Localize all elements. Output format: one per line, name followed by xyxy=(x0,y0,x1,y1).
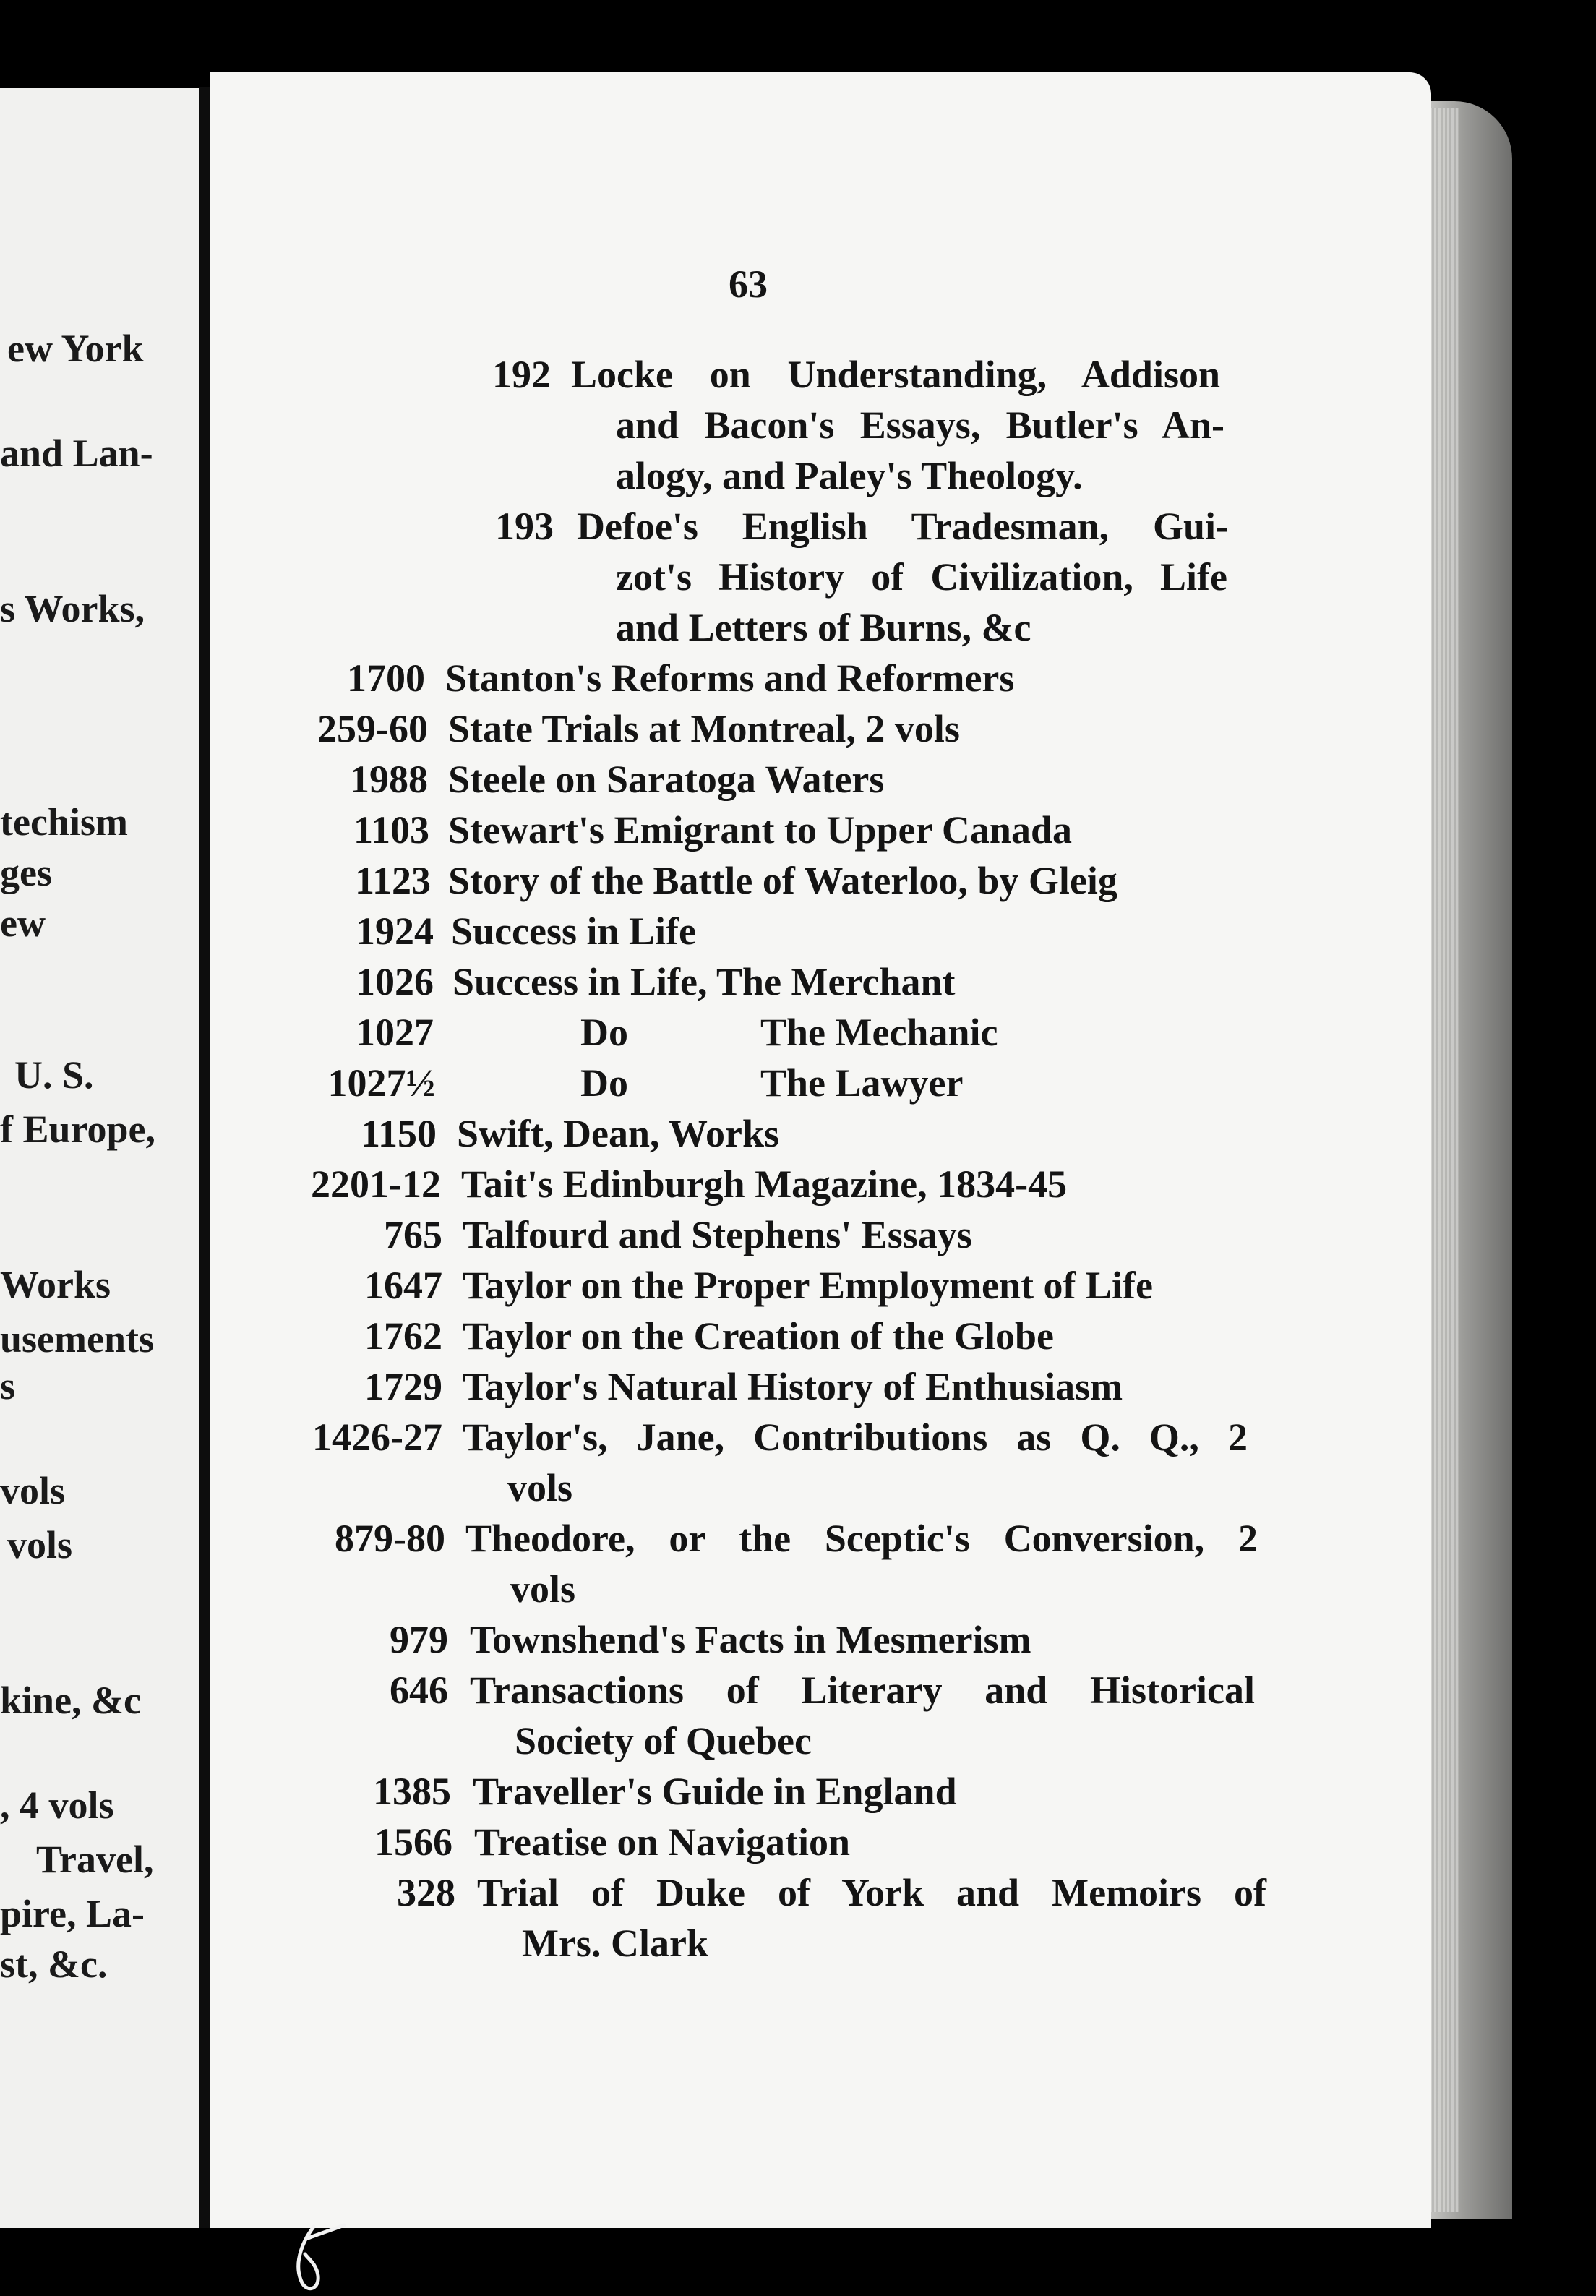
entry-number: 328 xyxy=(397,1871,455,1914)
entry-title-line: Taylor's Natural History of Enthusiasm xyxy=(463,1365,1123,1408)
left-page-text-fragment: ges xyxy=(0,851,52,894)
left-page-text-fragment: pire, La- xyxy=(0,1892,145,1935)
entry-number: 1729 xyxy=(364,1365,442,1408)
entry-title-line: Taylor's, Jane, Contributions as Q. Q., 2 xyxy=(463,1415,1248,1459)
entry-title-line: Taylor on the Creation of the Globe xyxy=(463,1314,1055,1358)
entry-title-line: Defoe's English Tradesman, Gui- xyxy=(577,505,1229,548)
left-page-text-fragment: techism xyxy=(0,800,128,844)
entry-number: 1103 xyxy=(353,808,429,852)
left-page-text-fragment: s Works, xyxy=(0,587,145,630)
entry-continuation-line: zot's History of Civilization, Life xyxy=(616,555,1227,599)
left-page-text-fragment: vols xyxy=(7,1523,73,1567)
left-page-text-fragment: usements xyxy=(0,1317,154,1361)
left-page-text-fragment: and Lan- xyxy=(0,432,153,475)
entry-title-line: Transactions of Literary and Historical xyxy=(470,1669,1255,1712)
entry-title-line: Steele on Saratoga Waters xyxy=(448,758,885,801)
entry-subtitle: The Lawyer xyxy=(760,1061,964,1105)
entry-number: 2201-12 xyxy=(311,1162,441,1206)
left-page-text-fragment: kine, &c xyxy=(0,1679,141,1722)
entry-number: 646 xyxy=(390,1669,448,1712)
entry-title-line: Theodore, or the Sceptic's Conversion, 2 xyxy=(466,1517,1258,1560)
entry-continuation-line: vols xyxy=(510,1567,576,1611)
entry-number: 1700 xyxy=(347,656,425,700)
page-stack-texture xyxy=(1430,108,1459,2212)
entry-title-line: Townshend's Facts in Mesmerism xyxy=(470,1618,1031,1661)
entry-title-line: Taylor on the Proper Employment of Life xyxy=(463,1264,1153,1307)
entry-title-line: Locke on Understanding, Addison xyxy=(571,353,1220,396)
entry-number: 765 xyxy=(384,1213,442,1256)
left-page-text-fragment: U. S. xyxy=(14,1053,94,1097)
pencil-mark-drawing xyxy=(286,2222,351,2296)
left-page-text-fragment: vols xyxy=(0,1469,66,1512)
left-page-text-fragment: s xyxy=(0,1364,16,1408)
entry-continuation-line: vols xyxy=(507,1466,573,1509)
left-page-text-fragment: f Europe, xyxy=(0,1108,156,1151)
entry-title-line: Traveller's Guide in England xyxy=(473,1770,957,1813)
entry-number: 1988 xyxy=(350,758,428,801)
left-page-text-fragment: Works xyxy=(0,1263,111,1306)
entry-number: 1026 xyxy=(356,960,434,1003)
entry-number: 193 xyxy=(495,505,554,548)
entry-continuation-line: and Letters of Burns, &c xyxy=(616,606,1031,649)
left-page-text-fragment: ew xyxy=(0,901,46,945)
entry-number: 1027 xyxy=(356,1011,434,1054)
entry-subtitle: The Mechanic xyxy=(760,1011,998,1054)
entry-title-line: Story of the Battle of Waterloo, by Gleig xyxy=(448,859,1117,902)
entry-number: 1762 xyxy=(364,1314,442,1358)
entry-number: 1385 xyxy=(373,1770,451,1813)
ditto-mark: Do xyxy=(580,1011,628,1054)
ditto-mark: Do xyxy=(580,1061,628,1105)
entry-title-line: State Trials at Montreal, 2 vols xyxy=(448,707,960,750)
entry-continuation-line: alogy, and Paley's Theology. xyxy=(616,454,1083,497)
entry-number: 1123 xyxy=(354,859,431,902)
entry-continuation-line: Society of Quebec xyxy=(515,1719,812,1762)
left-page-text-fragment: Travel, xyxy=(36,1838,154,1881)
entry-title-line: Stewart's Emigrant to Upper Canada xyxy=(448,808,1072,852)
entry-title-line: Success in Life, The Merchant xyxy=(452,960,956,1003)
entry-title-line: Tait's Edinburgh Magazine, 1834-45 xyxy=(461,1162,1068,1206)
entry-number: 879-80 xyxy=(335,1517,445,1560)
entry-number: 1647 xyxy=(364,1264,442,1307)
entry-number: 1426-27 xyxy=(312,1415,442,1459)
entry-continuation-line: Mrs. Clark xyxy=(522,1922,708,1965)
entry-title-line: Swift, Dean, Works xyxy=(457,1112,780,1155)
entry-number: 1566 xyxy=(374,1820,452,1864)
entry-continuation-line: and Bacon's Essays, Butler's An- xyxy=(616,403,1224,447)
left-page-text-fragment: st, &c. xyxy=(0,1942,108,1986)
left-page-text-fragment: , 4 vols xyxy=(0,1783,114,1827)
entry-number: 1150 xyxy=(360,1112,437,1155)
entry-number: 259-60 xyxy=(317,707,428,750)
entry-title-line: Treatise on Navigation xyxy=(474,1820,850,1864)
entry-number: 979 xyxy=(390,1618,448,1661)
page-number: 63 xyxy=(729,262,768,306)
entry-title-line: Trial of Duke of York and Memoirs of xyxy=(477,1871,1266,1914)
entry-title-line: Stanton's Reforms and Reformers xyxy=(445,656,1015,700)
left-page-text-fragment: ew York xyxy=(7,327,144,370)
entry-title-line: Talfourd and Stephens' Essays xyxy=(463,1213,972,1256)
entry-title-line: Success in Life xyxy=(451,909,697,953)
entry-number: 1027½ xyxy=(327,1061,435,1105)
entry-number: 1924 xyxy=(356,909,434,953)
entry-number: 192 xyxy=(492,353,551,396)
